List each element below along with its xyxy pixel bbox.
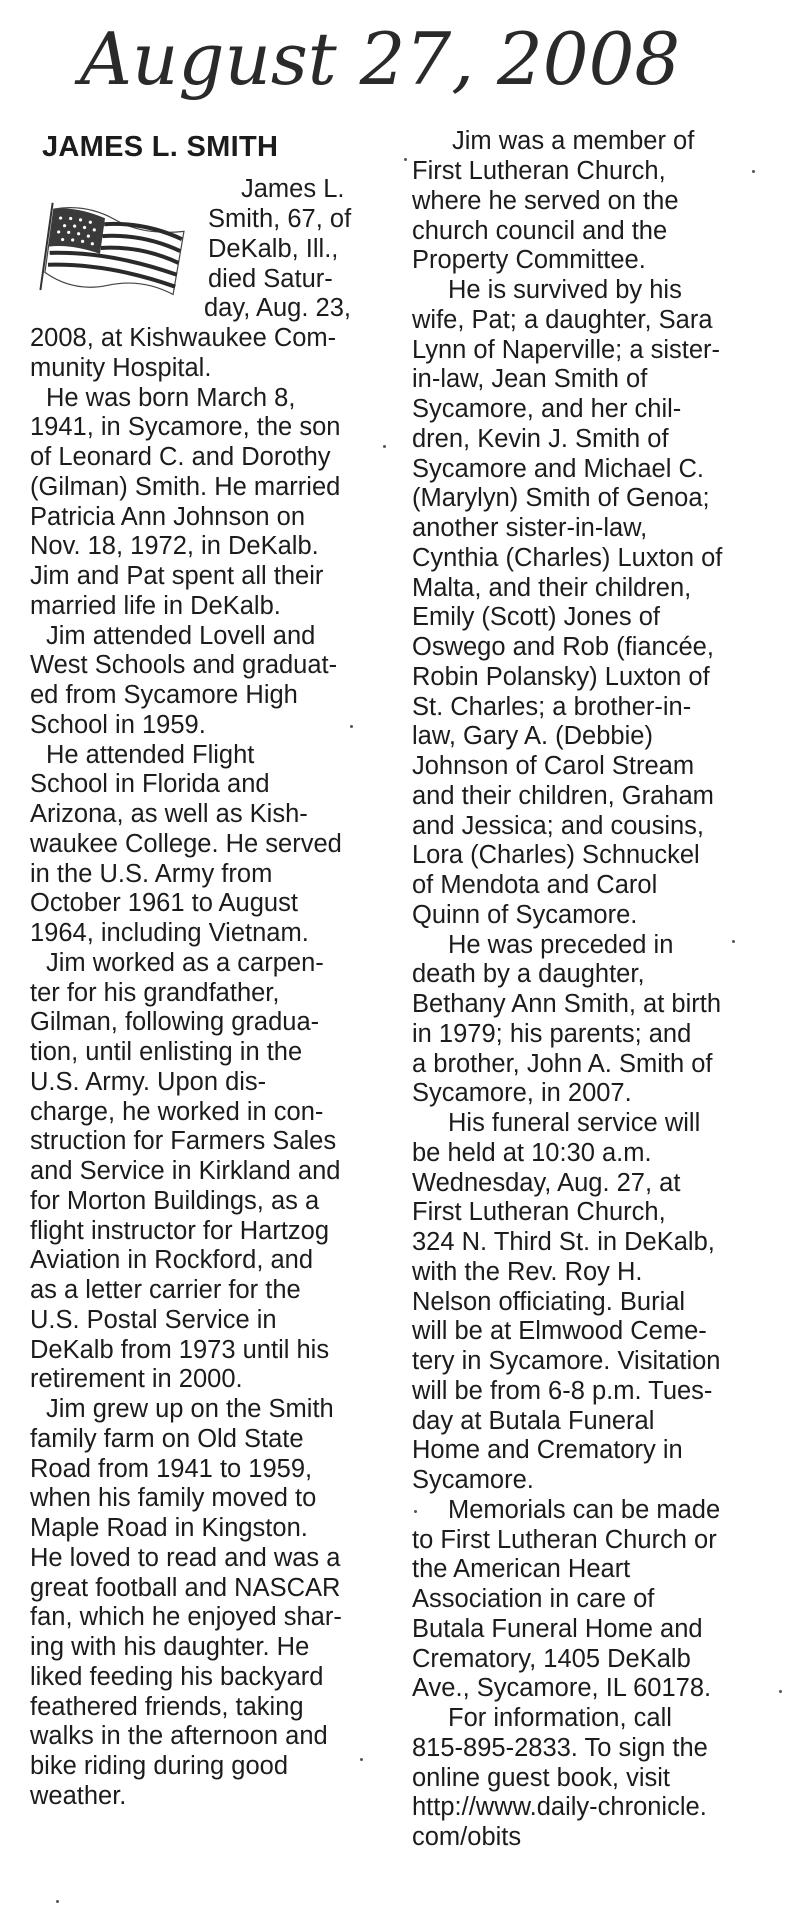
text-line: com/obits <box>412 1823 522 1851</box>
print-speck <box>56 1900 59 1903</box>
text-line: ed from Sycamore High <box>30 681 298 709</box>
handwritten-date <box>80 12 681 112</box>
text-line: Road from 1941 to 1959, <box>30 1455 313 1483</box>
text-line: and their children, Graham <box>412 782 714 810</box>
text-line: Cynthia (Charles) Luxton of <box>412 544 723 572</box>
text-line: School in 1959. <box>30 711 206 739</box>
headline: JAMES L. SMITH <box>42 131 279 163</box>
text-line: died Satur- <box>208 265 333 293</box>
svg-text:August 27, 2008: August 27, 2008 <box>80 17 681 101</box>
text-line: day at Butala Funeral <box>412 1407 655 1435</box>
text-line: Jim attended Lovell and <box>46 622 316 650</box>
text-line: law, Gary A. (Debbie) <box>412 722 653 750</box>
text-line: of Mendota and Carol <box>412 871 658 899</box>
text-line: liked feeding his backyard <box>30 1663 324 1691</box>
print-speck <box>752 170 755 173</box>
text-line: Jim and Pat spent all their <box>30 562 324 590</box>
text-line: bike riding during good <box>30 1752 289 1780</box>
text-line: He is survived by his <box>448 276 682 304</box>
text-line: Jim grew up on the Smith <box>46 1395 334 1423</box>
text-line: Patricia Ann Johnson on <box>30 503 306 531</box>
text-line: U.S. Postal Service in <box>30 1306 277 1334</box>
text-line: 1941, in Sycamore, the son <box>30 413 341 441</box>
text-line: Jim worked as a carpen- <box>46 949 324 977</box>
text-line: the American Heart <box>412 1555 631 1583</box>
text-line: will be from 6-8 p.m. Tues- <box>412 1377 713 1405</box>
text-line: U.S. Army. Upon dis- <box>30 1068 267 1096</box>
text-line: Johnson of Carol Stream <box>412 752 695 780</box>
text-line: for Morton Buildings, as a <box>30 1187 320 1215</box>
print-speck <box>414 1510 417 1513</box>
american-flag-icon <box>40 200 190 310</box>
text-line: ter for his grandfather, <box>30 979 280 1007</box>
text-line: Memorials can be made <box>448 1496 721 1524</box>
text-line: First Lutheran Church, <box>412 1198 666 1226</box>
text-line: church council and the <box>412 217 668 245</box>
text-line: married life in DeKalb. <box>30 592 281 620</box>
text-line: fan, which he enjoyed shar- <box>30 1603 342 1631</box>
text-line: walks in the afternoon and <box>30 1722 328 1750</box>
text-line: 324 N. Third St. in DeKalb, <box>412 1228 715 1256</box>
text-line: Sycamore, and her chil- <box>412 395 682 423</box>
text-line: Lynn of Naperville; a sister- <box>412 336 721 364</box>
text-line: Sycamore. <box>412 1466 534 1494</box>
text-line: death by a daughter, <box>412 960 645 988</box>
text-line: For information, call <box>448 1704 672 1732</box>
text-line: (Gilman) Smith. He married <box>30 473 341 501</box>
print-speck <box>732 940 735 943</box>
text-line: be held at 10:30 a.m. <box>412 1139 652 1167</box>
text-line: DeKalb, Ill., <box>208 235 339 263</box>
text-line: munity Hospital. <box>30 354 212 382</box>
text-line: Butala Funeral Home and <box>412 1615 703 1643</box>
text-line: dren, Kevin J. Smith of <box>412 425 669 453</box>
text-line: Crematory, 1405 DeKalb <box>412 1645 691 1673</box>
text-line: West Schools and graduat- <box>30 651 338 679</box>
text-line: Property Committee. <box>412 246 646 274</box>
text-line: as a letter carrier for the <box>30 1276 301 1304</box>
text-line: Sycamore, in 2007. <box>412 1079 632 1107</box>
text-line: He loved to read and was a <box>30 1544 341 1572</box>
text-line: School in Florida and <box>30 770 270 798</box>
text-line: His funeral service will <box>448 1109 701 1137</box>
text-line: Lora (Charles) Schnuckel <box>412 841 700 869</box>
text-line: Jim was a member of <box>452 127 695 155</box>
text-line: in-law, Jean Smith of <box>412 365 648 393</box>
text-line: Smith, 67, of <box>208 205 352 233</box>
text-line: He was born March 8, <box>46 384 296 412</box>
print-speck <box>350 725 353 728</box>
text-line: weather. <box>30 1782 127 1810</box>
print-speck <box>360 1758 363 1761</box>
text-line: tery in Sycamore. Visitation <box>412 1347 721 1375</box>
text-line: in 1979; his parents; and <box>412 1020 692 1048</box>
text-line: ing with his daughter. He <box>30 1633 310 1661</box>
text-line: to First Lutheran Church or <box>412 1526 717 1554</box>
text-line: 1964, including Vietnam. <box>30 919 309 947</box>
text-line: Nelson officiating. Burial <box>412 1288 686 1316</box>
text-line: Oswego and Rob (fiancée, <box>412 633 714 661</box>
text-line: Wednesday, Aug. 27, at <box>412 1169 681 1197</box>
text-line: Maple Road in Kingston. <box>30 1514 308 1542</box>
text-line: Aviation in Rockford, and <box>30 1246 314 1274</box>
text-line: when his family moved to <box>30 1484 317 1512</box>
text-line: Gilman, following gradua- <box>30 1008 320 1036</box>
text-line: October 1961 to August <box>30 889 298 917</box>
text-line: http://www.daily-chronicle. <box>412 1793 707 1821</box>
print-speck <box>383 445 386 448</box>
text-line: feathered friends, taking <box>30 1693 304 1721</box>
text-line: online guest book, visit <box>412 1764 670 1792</box>
text-line: Robin Polansky) Luxton of <box>412 663 710 691</box>
text-line: 2008, at Kishwaukee Com- <box>30 324 337 352</box>
text-line: First Lutheran Church, <box>412 157 666 185</box>
text-line: charge, he worked in con- <box>30 1098 324 1126</box>
text-line: Home and Crematory in <box>412 1436 683 1464</box>
text-line: where he served on the <box>412 187 679 215</box>
text-line: (Marylyn) Smith of Genoa; <box>412 484 710 512</box>
text-line: St. Charles; a brother-in- <box>412 693 692 721</box>
text-line: Association in care of <box>412 1585 655 1613</box>
text-line: in the U.S. Army from <box>30 860 273 888</box>
text-line: Nov. 18, 1972, in DeKalb. <box>30 532 319 560</box>
text-line: DeKalb from 1973 until his <box>30 1336 330 1364</box>
text-line: Quinn of Sycamore. <box>412 901 638 929</box>
text-line: retirement in 2000. <box>30 1365 243 1393</box>
text-line: He was preceded in <box>448 931 674 959</box>
text-line: tion, until enlisting in the <box>30 1038 303 1066</box>
text-line: will be at Elmwood Ceme- <box>412 1317 707 1345</box>
text-line: of Leonard C. and Dorothy <box>30 443 331 471</box>
print-speck <box>779 1690 782 1693</box>
text-line: struction for Farmers Sales <box>30 1127 337 1155</box>
text-line: a brother, John A. Smith of <box>412 1050 713 1078</box>
text-line: Sycamore and Michael C. <box>412 455 704 483</box>
text-line: flight instructor for Hartzog <box>30 1217 330 1245</box>
text-line: wife, Pat; a daughter, Sara <box>412 306 713 334</box>
text-line: Ave., Sycamore, IL 60178. <box>412 1674 712 1702</box>
text-line: waukee College. He served <box>30 830 342 858</box>
print-speck <box>404 158 407 161</box>
text-line: day, Aug. 23, <box>204 294 351 322</box>
text-line: another sister-in-law, <box>412 514 648 542</box>
text-line: and Jessica; and cousins, <box>412 812 705 840</box>
text-line: Malta, and their children, <box>412 574 692 602</box>
text-line: great football and NASCAR <box>30 1574 341 1602</box>
text-line: James L. <box>241 175 345 203</box>
text-line: Bethany Ann Smith, at birth <box>412 990 722 1018</box>
text-line: and Service in Kirkland and <box>30 1157 341 1185</box>
text-line: Arizona, as well as Kish- <box>30 800 308 828</box>
text-line: Emily (Scott) Jones of <box>412 603 660 631</box>
text-line: family farm on Old State <box>30 1425 304 1453</box>
text-line: with the Rev. Roy H. <box>412 1258 643 1286</box>
text-line: He attended Flight <box>46 741 255 769</box>
text-line: 815-895-2833. To sign the <box>412 1734 708 1762</box>
